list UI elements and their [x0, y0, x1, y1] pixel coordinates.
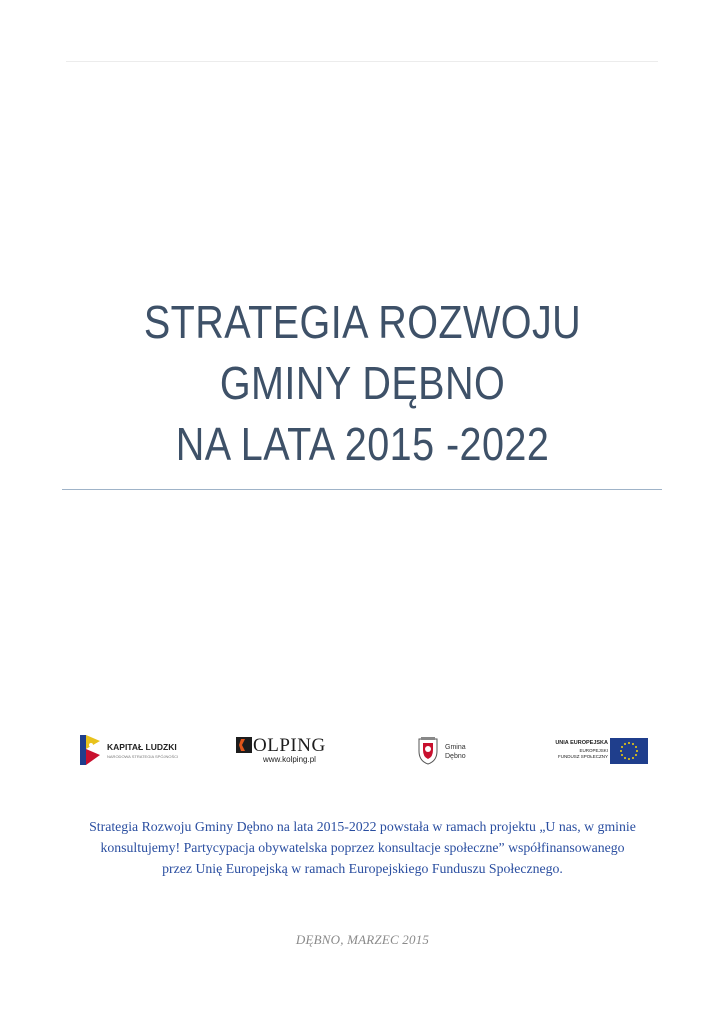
gmina-label: Gmina	[445, 744, 466, 751]
kolping-logo	[236, 735, 340, 767]
kapital-ludzki-subtitle: NARODOWA STRATEGIA SPÓJNOŚCI	[107, 754, 179, 759]
gmina-debno-logo	[415, 737, 475, 767]
kapital-ludzki-emblem-icon	[80, 731, 102, 767]
description-line-1: Strategia Rozwoju Gminy Dębno na lata 2015-2022 powstała w ramach projektu „U nas, w gminie	[89, 819, 636, 834]
eu-fund-label-2: FUNDUSZ SPOŁECZNY	[557, 754, 608, 759]
title-line-3: NA LATA 2015 -2022	[175, 418, 550, 470]
gmina-name: Dębno	[445, 753, 466, 760]
kolping-k-mark-icon	[236, 737, 252, 753]
eu-flag-icon	[610, 738, 648, 764]
kolping-url: www.kolping.pl	[263, 755, 316, 764]
description-line-3: przez Unię Europejską w ramach Europejskiego Funduszu Społecznego.	[162, 861, 563, 876]
kolping-name: OLPING	[253, 735, 326, 756]
project-description	[60, 816, 665, 879]
eu-fund-label-1: EUROPEJSKI	[579, 748, 608, 753]
title-underline	[62, 489, 662, 490]
kapital-ludzki-logo	[80, 731, 190, 769]
coat-of-arms-icon	[415, 737, 441, 765]
eu-logo	[550, 737, 648, 765]
title-line-2: GMINY DĘBNO	[219, 357, 506, 409]
title-line-1: STRATEGIA ROZWOJU	[143, 296, 582, 348]
eu-union-label: UNIA EUROPEJSKA	[555, 740, 608, 746]
description-line-2: konsultujemy! Partycypacja obywatelska poprzez konsultacje społeczne” współfinansowanego	[100, 840, 625, 855]
place-and-date: DĘBNO, MARZEC 2015	[295, 932, 430, 947]
document-title	[0, 292, 725, 475]
header-rule	[66, 61, 658, 62]
kapital-ludzki-name: KAPITAŁ LUDZKI	[107, 742, 177, 752]
